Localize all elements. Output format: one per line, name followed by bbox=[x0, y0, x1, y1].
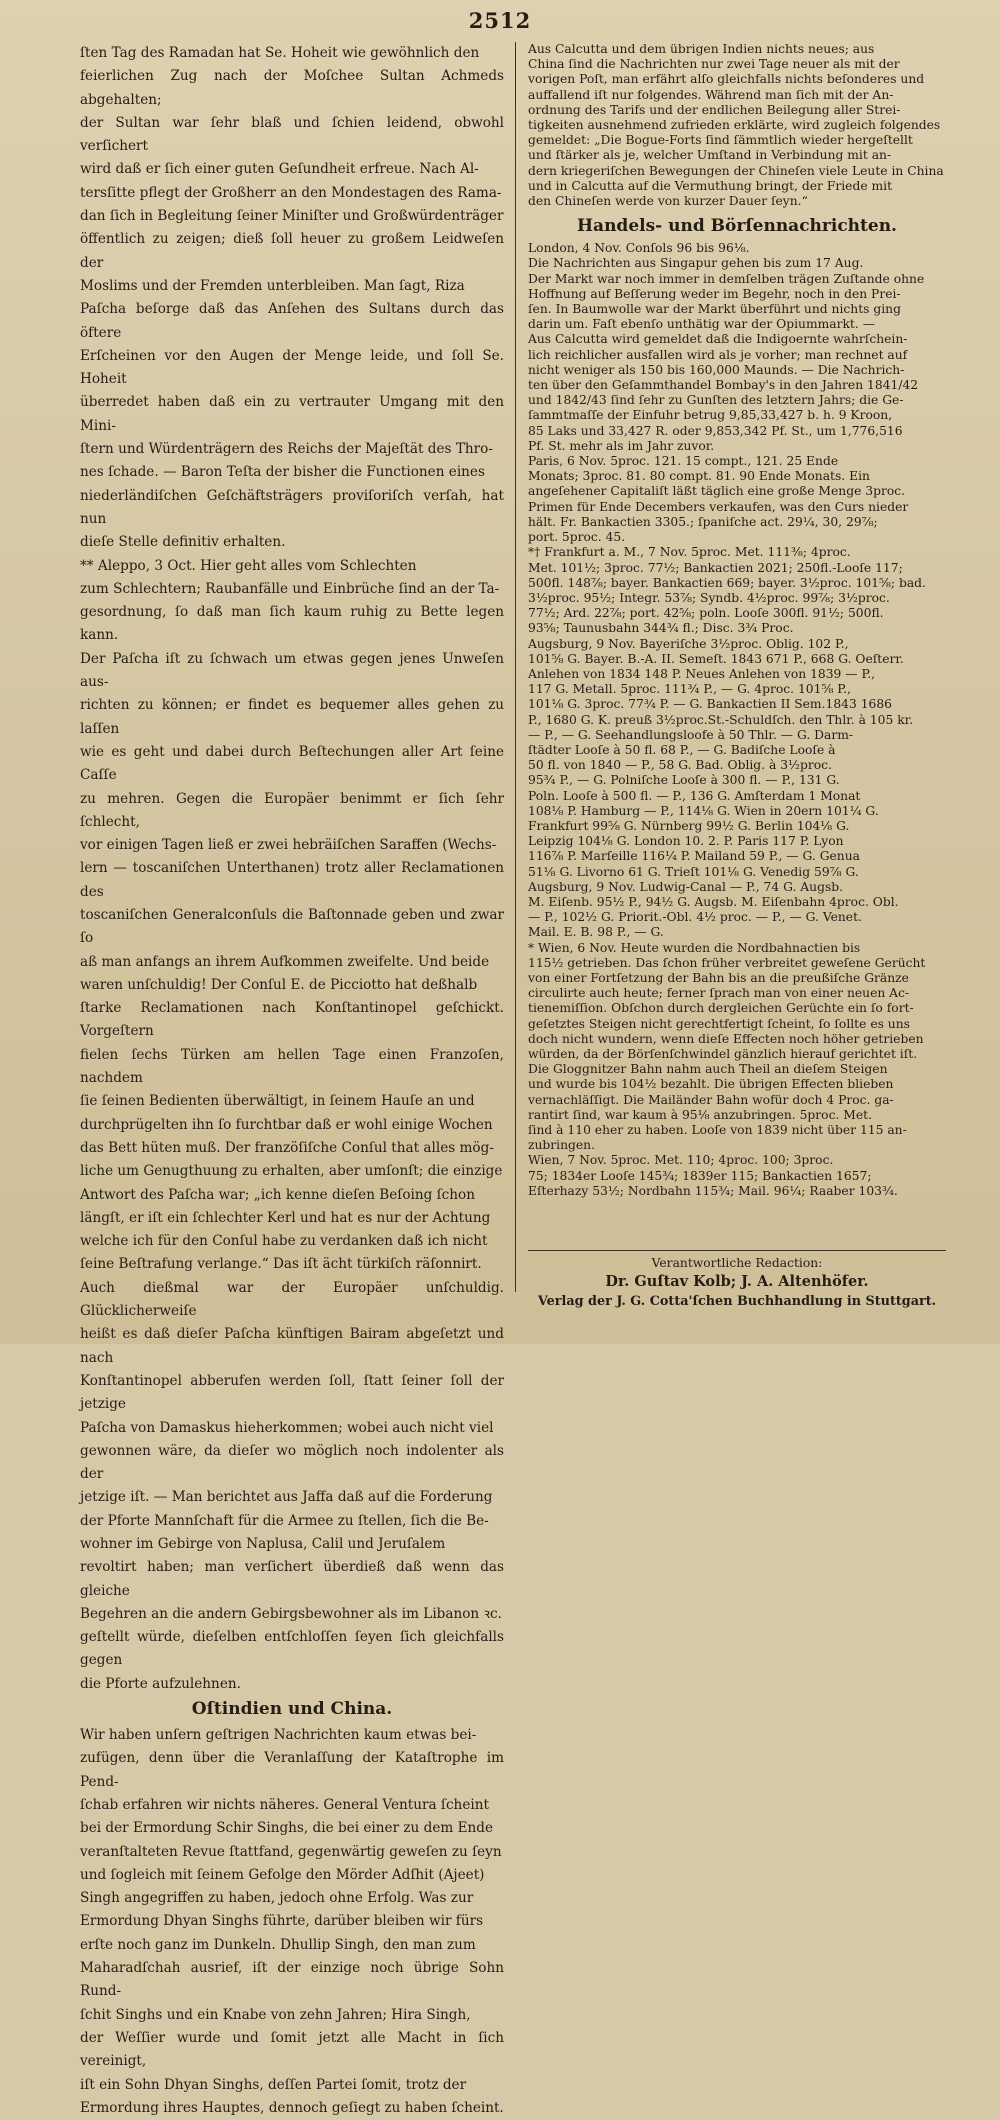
constantinople-paragraph: ſten Tag des Ramadan hat Se. Hoheit wie gewöhnlich den feierlichen Zug nach der Moſchee Sultan Achmeds abgehalten; der Sultan war ſehr blaß und ſchien leidend, obwohl verſichert wird daß er ſich einer guten Geſundheit erfreue. Nach Al- tersſitte pflegt der Großherr an den Mondestagen des Rama- dan ſich in Begleitung ſeiner Miniſter und Großwürdenträger öffentlich zu zeigen; dieß ſoll heuer zu großem Leidweſen der Moslims und der Fremden unterbleiben. Man ſagt, Riza Paſcha beſorge daß das Anſehen des Sultans durch das öftere Erſcheinen vor den Augen der Menge leide, und ſoll Se. Hoheit überredet haben daß ein zu vertrauter Umgang mit den Mini- ſtern und Würdenträgern des Reichs der Majeſtät des Thro- nes ſchade. — Baron Teſta der bisher die Functionen eines niederländiſchen Geſchäftsträgers proviſoriſch verſah, hat nun dieſe Stelle definitiv erhalten. bbox=[80, 45, 504, 551]
calcutta-china-paragraph: Aus Calcutta und dem übrigen Indien nichts neues; aus China ſind die Nachrichten nur zwei Tage neuer als mit der vorigen Poſt, man erfährt alſo gleichfalls nichts beſonderes und auffallend iſt nur folgendes. Während man ſich mit der An- ordnung des Tarifs und der endlichen Beilegung aller Strei- tigkeiten ausnehmend zufrieden erklärte, wird zugleich folgendes gemeldet: „Die Bogue-Forts ſind ſämmtlich wieder hergeſtellt und ſtärker als je, welcher Umſtand in Verbindung mit an- dern kriegeriſchen Bewegungen der Chineſen viele Leute in China und in Calcutta auf die Vermuthung bringt, der Friede mit den Chineſen werde von kurzer Dauer ſeyn.“ bbox=[528, 42, 944, 209]
left-column bbox=[80, 42, 504, 2116]
section-heading-handel: Handels- und Börſennachrichten. bbox=[577, 216, 897, 237]
wien-report: * Wien, 6 Nov. Heute wurden die Nordbahnactien bis 115½ getrieben. Das ſchon früher verbreitet geweſene Gerücht von einer Fortſetzung der Bahn bis an die preußiſche Gränze circulirte auch heute; ferner ſprach man von einer neuen Ac- tienemiſſion. Obſchon durch dergleichen Gerüchte ein ſo fort- geſetztes Steigen nicht gerechtfertigt ſcheint, ſo ſollte es uns doch nicht wundern, wenn dieſe Effecten noch höher getrieben würden, da der Börſenſchwindel gänzlich hierauf gerichtet iſt. Die Gloggnitzer Bahn nahm auch Theil an dieſem Steigen und wurde bis 104½ bezahlt. Die übrigen Effecten blieben vernachläſſigt. Die Mailänder Bahn wofür doch 4 Proc. ga- rantirt ſind, war kaum à 95⅛ anzubringen. 5proc. Met. ſind à 110 eher zu haben. Looſe von 1839 nicht über 115 an- zubringen. bbox=[528, 940, 926, 1153]
aleppo-report: ** Aleppo, 3 Oct. Hier geht alles vom Schlechten zum Schlechtern; Raubanfälle und Einbrüche ſind an der Ta- gesordnung, ſo daß man ſich kaum ruhig zu Bette legen kann. Der Paſcha iſt zu ſchwach um etwas gegen jenes Unweſen aus- richten zu können; er findet es bequemer alles gehen zu laſſen wie es geht und dabei durch Beſtechungen aller Art ſeine Caſſe zu mehren. Gegen die Europäer benimmt er ſich ſehr ſchlecht, vor einigen Tagen ließ er zwei hebräiſchen Saraffen (Wechs- lern — toscaniſchen Unterthanen) trotz aller Reclamationen des toscaniſchen Generalconſuls die Baſtonnade geben und zwar ſo aß man anfangs an ihrem Aufkommen zweifelte. Und beide waren unſchuldig! Der Conſul E. de Picciotto hat deßhalb ſtarke Reclamationen nach Konſtantinopel geſchickt. Vorgeſtern fielen ſechs Türken am hellen Tage einen Franzoſen, nachdem ſie ſeinen Bedienten überwältigt, in ſeinem Hauſe an und durchprügelten ihn ſo furchtbar daß er wohl einige Wochen das Bett hüten muß. Der franzöſiſche Conſul that alles mög- liche um Genugthuung zu erhalten, aber umſonſt; die einzige Antwort des Paſcha war; „ich kenne dieſen Beſoing ſchon längſt, er iſt ein ſchlechter Kerl und hat es nur der Achtung welche ich für den Conſul habe zu verdanken daß ich nicht ſeine Beſtrafung verlange.“ Das iſt ächt türkiſch räſonnirt. Auch dießmal war der Europäer unſchuldig. Glücklicherweiſe heißt es daß dieſer Paſcha künftigen Bairam abgeſetzt und nach Konſtantinopel abberufen werden ſoll, ſtatt ſeiner ſoll der jetzige Paſcha von Damaskus hieherkommen; wobei auch nicht viel gewonnen wäre, da dieſer wo möglich noch indolenter als der jetzige iſt. — Man berichtet aus Jaffa daß auf die Forderung der Pforte Mannſchaft für die Armee zu ſtellen, ſich die Be- wohner im Gebirge von Naplusa, Calil und Jeruſalem revoltirt haben; man verſichert überdieß daß wenn das gleiche Begehren an die andern Gebirgsbewohner als im Libanon ꝛc. geſtellt würde, dieſelben entſchloſſen ſeyen ſich gleichfalls gegen die Pforte aufzulehnen. bbox=[80, 557, 504, 1692]
augsburg-railway-quote: Augsburg, 9 Nov. Ludwig-Canal — P., 74 G. Augsb. M. Eiſenb. 95½ P., 94½ G. Augsb. M. Eiſenbahn 4proc. Obl. — P., 102½ G. Priorit.-Obl. 4½ proc. — P., — G. Venet. Mail. E. B. 98 P., — G. bbox=[528, 879, 899, 940]
imprint-editors: Dr. Guſtav Kolb; J. A. Altenhöfer. bbox=[605, 1273, 869, 1290]
london-quote: London, 4 Nov. Conſols 96 bis 96⅛. bbox=[528, 241, 750, 256]
section-heading-ostindien: Oſtindien und China. bbox=[191, 1699, 393, 1720]
imprint-editorial-label: Verantwortliche Redaction: bbox=[651, 1256, 823, 1270]
paris-quote: Paris, 6 Nov. 5proc. 121. 15 compt., 121. 25 Ende Monats; 3proc. 81. 80 compt. 81. 90 Ende Monats. Ein angeſehener Capitaliſt läßt täglich eine große Menge 3proc. Primen für Ende Decembers verkaufen, was den Curs nieder hält. Fr. Bankactien 3305.; ſpaniſche act. 29¼, 30, 29⅞; port. 5proc. 45. bbox=[528, 454, 909, 545]
wien-quote: Wien, 7 Nov. 5proc. Met. 110; 4proc. 100; 3proc. 75; 1834er Looſe 145¾; 1839er 115; Bankactien 1657; Eſterhazy 53½; Nordbahn 115¾; Mail. 96¼; Raaber 103¾. bbox=[528, 1153, 898, 1198]
frankfurt-quote: *† Frankfurt a. M., 7 Nov. 5proc. Met. 111⅜; 4proc. Met. 101½; 3proc. 77½; Bankactien 2021; 250fl.-Looſe 117; 500fl. 148⅞; bayer. Bankactien 669; bayer. 3½proc. 101⅝; bad. 3½proc. 95½; Integr. 53⅞; Syndb. 4½proc. 99⅞; 3½proc. 77½; Ard. 22⅞; port. 42⅝; poln. Looſe 300fl. 91½; 500fl. 93⅝; Taunusbahn 344¾ fl.; Disc. 3¾ Proc. bbox=[528, 545, 926, 636]
imprint bbox=[528, 1250, 946, 1311]
right-column bbox=[528, 42, 946, 1297]
augsburg-quote: Augsburg, 9 Nov. Bayeriſche 3½proc. Oblig. 102 P., 101⅝ G. Bayer. B.-A. II. Semeſt. 1843 671 P., 668 G. Oeſterr. Anlehen von 1834 148 P. Neues Anlehen von 1839 — P., 117 G. Metall. 5proc. 111¾ P., — G. 4proc. 101⅝ P., 101⅛ G. 3proc. 77¾ P. — G. Bankactien II Sem.1843 1686 P., 1680 G. K. preuß 3½proc.St.-Schuldſch. den Thlr. à 105 kr. — P., — G. Seehandlungsloofe à 50 Thlr. — G. Darm- ſtädter Looſe à 50 fl. 68 P., — G. Badiſche Looſe à 50 fl. von 1840 — P., 58 G. Bad. Oblig. à 3½proc. 95¾ P., — G. Polniſche Looſe à 300 fl. — P., 131 G. Poln. Looſe à 500 fl. — P., 136 G. Amſterdam 1 Monat 108⅛ P. Hamburg — P., 114⅛ G. Wien in 20ern 101¼ G. Frankfurt 99⅝ G. Nürnberg 99½ G. Berlin 104⅛ G. Leipzig 104⅛ G. London 10. 2. P. Paris 117 P. Lyon 116⅞ P. Marſeille 116¼ P. Mailand 59 P., — G. Genua 51⅛ G. Livorno 61 G. Trieſt 101⅛ G. Venedig 59⅞ G. bbox=[528, 636, 914, 879]
ostindien-report: Wir haben unſern geſtrigen Nachrichten kaum etwas bei- zufügen, denn über die Veranlaſſung der Kataſtrophe im Pend- ſchab erfahren wir nichts näheres. General Ventura ſcheint bei der Ermordung Schir Singhs, die bei einer zu dem Ende veranſtalteten Revue ſtattfand, gegenwärtig geweſen zu ſeyn und ſogleich mit ſeinem Gefolge den Mörder Adſhit (Ajeet) Singh angegriffen zu haben, jedoch ohne Erfolg. Was zur Ermordung Dhyan Singhs führte, darüber bleiben wir fürs erſte noch ganz im Dunkeln. Dhullip Singh, den man zum Maharadſchah ausrief, iſt der einzige noch übrige Sohn Rund- ſchit Singhs und ein Knabe von zehn Jahren; Hira Singh, der Weſſier wurde und ſomit jetzt alle Macht in ſich vereinigt, iſt ein Sohn Dhyan Singhs, deſſen Partei ſomit, trotz der Ermordung ihres Hauptes, dennoch geſiegt zu haben ſcheint. bbox=[80, 1727, 504, 2116]
imprint-publisher: Verlag der J. G. Cotta'ſchen Buchhandlung in Stuttgart. bbox=[537, 1294, 937, 1309]
imprint-rule bbox=[528, 1250, 946, 1251]
page-number: 2512 bbox=[468, 8, 532, 33]
singapore-report: Die Nachrichten aus Singapur gehen bis zum 17 Aug. Der Markt war noch immer in demſelben trägen Zuſtande ohne Hoffnung auf Beſſerung weder im Begehr, noch in den Prei- ſen. In Baumwolle war der Markt überführt und nichts ging darin um. Faſt ebenſo unthätig war der Opiummarkt. — Aus Calcutta wird gemeldet daß die Indigoernte wahrſchein- lich reichlicher ausfallen wird als je vorher; man rechnet auf nicht weniger als 150 bis 160,000 Maunds. — Die Nachrich- ten über den Geſammthandel Bombay's in den Jahren 1841/42 und 1842/43 ſind ſehr zu Gunſten des letztern Jahrs; die Ge- ſammtmaſſe der Einfuhr betrug 9,85,33,427 b. h. 9 Kroon, 85 Laks und 33,427 R. oder 9,853,342 Pf. St., um 1,776,516 Pf. St. mehr als im Jahr zuvor. bbox=[528, 256, 925, 453]
column-divider bbox=[515, 42, 516, 1292]
